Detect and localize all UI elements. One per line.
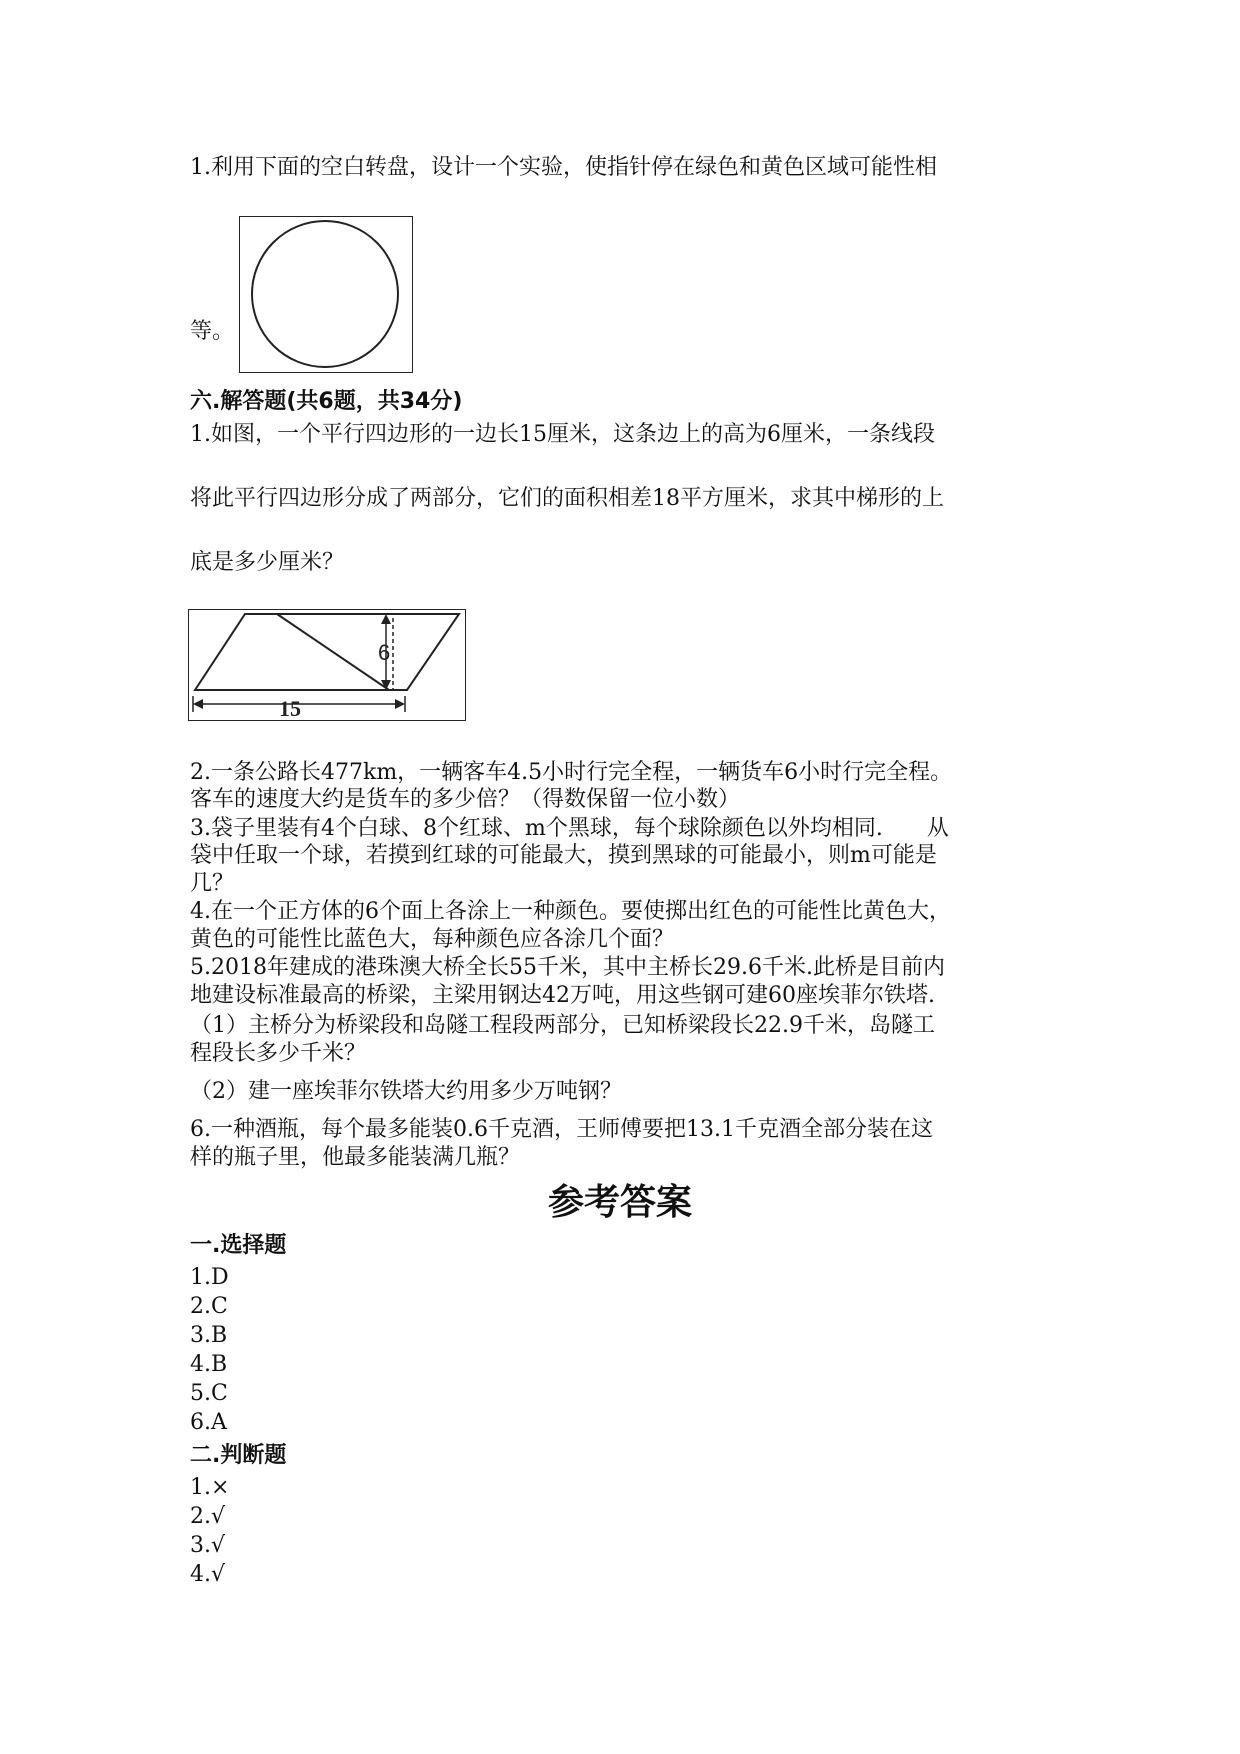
parallelogram-diagram: [189, 610, 464, 719]
sec6-q5-sub1-line1: （1）主桥分为桥梁段和岛隧工程段两部分，已知桥梁段长22.9千米，岛隧工: [190, 1013, 935, 1038]
answer-item: 4.√: [190, 1562, 226, 1587]
sec6-q4-line2: 黄色的可能性比蓝色大，每种颜色应各涂几个面？: [190, 927, 675, 952]
answer-item: 5.C: [190, 1381, 228, 1406]
sec5-q1-line2: 等。: [190, 319, 235, 344]
answer-item: 2.√: [190, 1504, 226, 1529]
sec6-q5-line2: 地建设标准最高的桥梁，主梁用钢达42万吨，用这些钢可建60座埃菲尔铁塔.: [190, 983, 935, 1008]
sec6-q6-line1: 6.一种酒瓶，每个最多能装0.6千克酒，王师傅要把13.1千克酒全部分装在这: [190, 1117, 933, 1142]
sec6-q3-line1: 3.袋子里装有4个白球、8个红球、m个黑球，每个球除颜色以外均相同. 从: [190, 816, 949, 841]
answer-item: 2.C: [190, 1294, 228, 1319]
answer-item: 1.×: [190, 1475, 230, 1500]
sec6-q3-line2: 袋中任取一个球，若摸到红球的可能最大，摸到黑球的可能最小，则m可能是: [190, 843, 937, 868]
base-label: 15: [279, 696, 301, 719]
answers-title: 参考答案: [547, 1182, 692, 1223]
spinner-figure-frame: [239, 216, 413, 373]
blank-spinner-circle: [240, 217, 411, 371]
parallelogram-figure-frame: [188, 609, 466, 721]
answer-item: 3.√: [190, 1533, 226, 1558]
sec6-q3-line3: 几？: [190, 871, 235, 896]
answers-sec1-heading: 一.选择题: [190, 1233, 287, 1258]
sec6-q5-sub1-line2: 程段长多少千米？: [190, 1041, 367, 1066]
sec6-q5-line1: 5.2018年建成的港珠澳大桥全长55千米，其中主桥长29.6千米.此桥是目前内: [190, 955, 945, 980]
sec6-q6-line2: 样的瓶子里，他最多能装满几瓶？: [190, 1145, 521, 1170]
sec6-q1-line3: 底是多少厘米？: [190, 550, 345, 575]
sec6-q1-line1: 1.如图，一个平行四边形的一边长15厘米，这条边上的高为6厘米，一条线段: [190, 422, 935, 447]
sec6-q2-line2: 客车的速度大约是货车的多少倍？（得数保留一位小数）: [190, 787, 741, 812]
sec6-q2-line1: 2.一条公路长477km，一辆客车4.5小时行完全程，一辆货车6小时行完全程。: [190, 760, 953, 785]
sec6-q5-sub2: （2）建一座埃菲尔铁塔大约用多少万吨钢？: [190, 1079, 622, 1104]
sec5-q1-line1: 1.利用下面的空白转盘，设计一个实验，使指针停在绿色和黄色区域可能性相: [190, 155, 937, 180]
sec6-q1-line2: 将此平行四边形分成了两部分，它们的面积相差18平方厘米，求其中梯形的上: [190, 486, 944, 511]
answer-item: 6.A: [190, 1410, 227, 1435]
section-6-heading: 六.解答题(共6题，共34分): [190, 389, 463, 414]
answers-sec2-heading: 二.判断题: [190, 1443, 287, 1468]
answer-item: 3.B: [190, 1323, 228, 1348]
sec6-q4-line1: 4.在一个正方体的6个面上各涂上一种颜色。要使掷出红色的可能性比黄色大，: [190, 899, 951, 924]
height-label: 6: [378, 640, 391, 665]
answer-item: 4.B: [190, 1352, 228, 1377]
answer-item: 1.D: [190, 1265, 229, 1290]
